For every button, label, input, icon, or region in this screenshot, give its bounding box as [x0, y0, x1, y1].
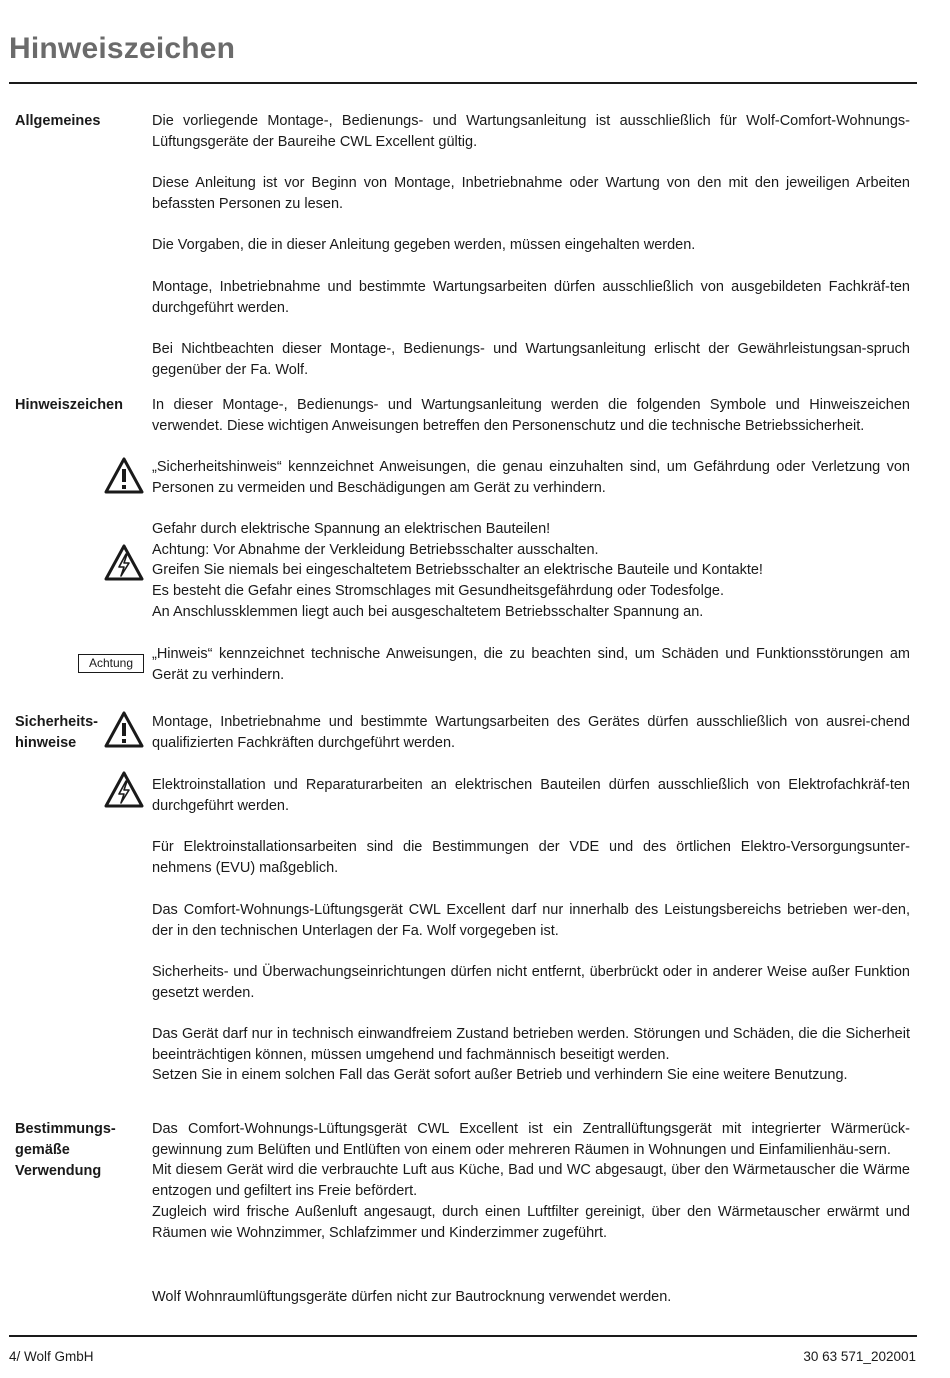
section-label-hinweiszeichen: Hinweiszeichen [15, 397, 123, 413]
electric-hazard-line: Gefahr durch elektrische Spannung an elektrischen Bauteilen! [152, 521, 551, 537]
allgemeines-paragraph-3: Die Vorgaben, die in dieser Anleitung gegeben werden, müssen eingehalten werden. [152, 237, 696, 253]
allgemeines-paragraph-4: Montage, Inbetriebnahme und bestimmte Wartungsarbeiten dürfen ausschließlich von ausgebildeten Fachkräf-ten durchgeführt werden. [152, 279, 910, 316]
header-divider [9, 82, 917, 84]
achtung-badge: Achtung [78, 654, 144, 673]
sicherheit-paragraph-5: Sicherheits- und Überwachungseinrichtungen dürfen nicht entfernt, überbrückt oder in anderer Weise außer Funktion gesetzt werden. [152, 964, 910, 1001]
verwendung-paragraph-1a: Das Comfort-Wohnungs-Lüftungsgerät CWL Excellent ist ein Zentrallüftungsgerät mit integrierter Wärmerück-gewinnung zum Belüften und Entlüften von einem oder mehreren Räumen in Wohnungen und Einfamilienhäu-sern. [152, 1121, 910, 1158]
verwendung-paragraph-1c: Zugleich wird frische Außenluft angesaugt, durch einen Luftfilter gereinigt, über den Wärmetauscher erwärmt und Räumen wie Wohnzimmer, Schlafzimmer und Kinderzimmer zugeführt. [152, 1203, 910, 1241]
allgemeines-paragraph-1: Die vorliegende Montage-, Bedienungs- und Wartungsanleitung ist ausschließlich für Wolf-Comfort-Wohnungs-Lüftungsgeräte der Baureihe CWL Excellent gültig. [152, 113, 910, 150]
electric-hazard-text [152, 519, 910, 623]
section-label-sicherheitshinweise [15, 712, 98, 754]
section-label-line: Verwendung [15, 1163, 102, 1179]
hinweiszeichen-intro: In dieser Montage-, Bedienungs- und Wartungsanleitung werden die folgenden Symbole und Hinweiszeichen verwendet. Diese wichtigen Anweisungen betreffen den Personenschutz und die technische Betriebssicherheit. [152, 397, 910, 434]
electric-hazard-line: Es besteht die Gefahr eines Stromschlages mit Gesundheitsgefährdung oder Todesfolge. [152, 583, 725, 600]
electric-hazard-line: Achtung: Vor Abnahme der Verkleidung Betriebsschalter ausschalten. [152, 541, 599, 558]
verwendung-paragraph-1b: Mit diesem Gerät wird die verbrauchte Luft aus Küche, Bad und WC abgesaugt, über den Wärmetauscher die Wärme entzogen und gefiltert ins Freie befördert. [152, 1162, 910, 1200]
verwendung-paragraph-2: Wolf Wohnraumlüftungsgeräte dürfen nicht zur Bautrocknung verwendet werden. [152, 1289, 672, 1305]
electric-hazard-icon [103, 543, 145, 583]
sicherheit-paragraph-6a: Das Gerät darf nur in technisch einwandfreiem Zustand betrieben werden. Störungen und Schäden, die die Sicherheit beeinträchtigen können, müssen umgehend und fachmännisch beseitigt werden. [152, 1026, 910, 1063]
hint-note-text: „Hinweis“ kennzeichnet technische Anweisungen, die zu beachten sind, um Schäden und Funktionsstörungen am Gerät zu verhindern. [152, 646, 910, 683]
page-title: Hinweiszeichen [9, 32, 236, 65]
verwendung-paragraph-1 [152, 1119, 910, 1243]
electric-hazard-line: An Anschlussklemmen liegt auch bei ausgeschaltetem Betriebsschalter Spannung an. [152, 603, 704, 620]
allgemeines-paragraph-2: Diese Anleitung ist vor Beginn von Montage, Inbetriebnahme oder Wartung von den mit den jeweiligen Arbeiten befassten Personen zu lesen. [152, 175, 910, 212]
sicherheit-paragraph-1: Montage, Inbetriebnahme und bestimmte Wartungsarbeiten des Gerätes dürfen ausschließlich von ausrei-chend qualifizierten Fachkräften durchgeführt werden. [152, 714, 910, 751]
electric-hazard-line: Greifen Sie niemals bei eingeschaltetem Betriebsschalter an elektrische Bauteile und Kontakte! [152, 562, 763, 579]
sicherheit-paragraph-6 [152, 1024, 910, 1086]
safety-note-text: „Sicherheitshinweis“ kennzeichnet Anweisungen, die genau einzuhalten sind, um Gefährdung oder Verletzung von Personen zu vermeiden und Beschädigungen am Gerät zu verhindern. [152, 459, 910, 496]
section-label-line: gemäße [15, 1142, 70, 1158]
sicherheit-paragraph-3: Für Elektroinstallationsarbeiten sind die Bestimmungen der VDE und des örtlichen Elektro-Versorgungsunter-nehmens (EVU) maßgeblich. [152, 839, 910, 876]
footer-document-number: 30 63 571_202001 [803, 1349, 916, 1364]
section-label-allgemeines: Allgemeines [15, 113, 101, 129]
section-label-verwendung [15, 1119, 116, 1182]
warning-triangle-icon [103, 456, 145, 496]
section-label-line: Sicherheits- [15, 714, 98, 730]
allgemeines-paragraph-5: Bei Nichtbeachten dieser Montage-, Bedienungs- und Wartungsanleitung erlischt der Gewährleistungsan-spruch gegenüber der Fa. Wolf. [152, 341, 910, 378]
section-label-line: Bestimmungs- [15, 1121, 116, 1137]
sicherheit-paragraph-4: Das Comfort-Wohnungs-Lüftungsgerät CWL Excellent darf nur innerhalb des Leistungsbereichs betrieben wer-den, der in den technischen Unterlagen der Fa. Wolf vorgegeben ist. [152, 902, 910, 939]
electric-hazard-icon [103, 770, 145, 810]
warning-triangle-icon [103, 710, 145, 750]
sicherheit-paragraph-6b: Setzen Sie in einem solchen Fall das Gerät sofort außer Betrieb und verhindern Sie eine weitere Benutzung. [152, 1067, 848, 1084]
sicherheit-paragraph-2: Elektroinstallation und Reparaturarbeiten an elektrischen Bauteilen dürfen ausschließlich von Elektrofachkräf-ten durchgeführt werden. [152, 777, 910, 814]
section-label-line: hinweise [15, 735, 77, 751]
footer-divider [9, 1335, 917, 1337]
footer-page-info: 4/ Wolf GmbH [9, 1349, 94, 1364]
